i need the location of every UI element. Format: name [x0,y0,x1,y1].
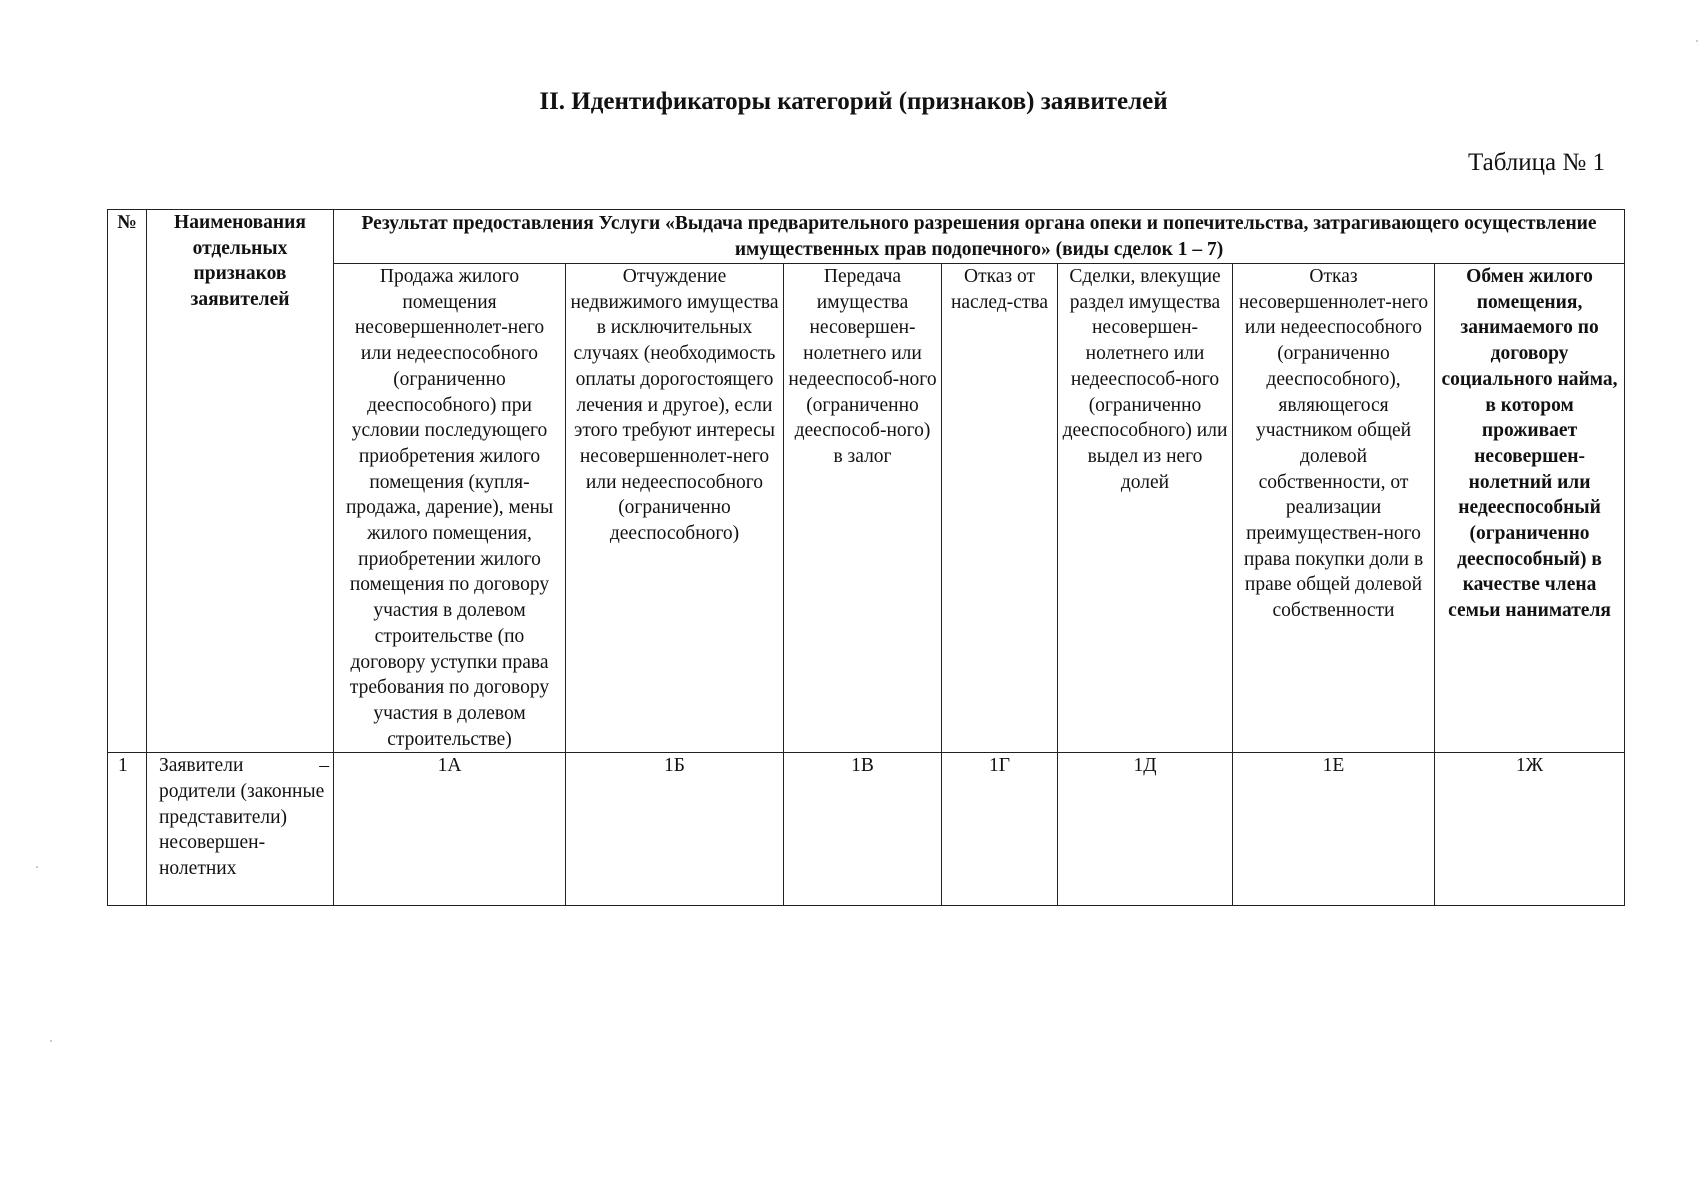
deal-type-3: Передача имущества несовершен-нолетнего или недееспособ-ного (ограниченно дееспособ-ного) в залог [784,264,942,753]
row-applicant-name [147,753,334,906]
code-cell: 1В [784,753,942,906]
deal-type-4: Отказ от наслед-ства [942,264,1058,753]
result-header: Результат предоставления Услуги «Выдача предварительного разрешения органа опеки и попечительства, затрагивающего осуществление имущественных прав подопечного» (виды сделок 1 – 7) [334,210,1625,264]
code-cell: 1Е [1233,753,1435,906]
code-cell: 1А [334,753,566,906]
scan-speck [50,1040,52,1042]
header-row-result [108,210,1625,264]
code-cell: 1Ж [1435,753,1625,906]
code-cell: 1Г [942,753,1058,906]
deal-type-1: Продажа жилого помещения несовершеннолет-него или недееспособного (ограниченно дееспособного) при условии последующего приобретения жилого помещения (купля-продажа, дарение), мены жилого помещения, приобретении жилого помещения по договору участия в долевом строительстве (по договору уступки права требования по договору участия в долевом строительстве) [334,264,566,753]
categories-table [107,209,1625,906]
header-row-deal-types [108,264,1625,753]
applicant-dash: – [319,755,329,777]
deal-type-2: Отчуждение недвижимого имущества в исключительных случаях (необходимость оплаты дорогостоящего лечения и другое), если этого требуют интересы несовершеннолет-него или недееспособного (ограниченно дееспособного) [566,264,784,753]
table-row [108,753,1625,906]
applicant-rest: родители (законные представители) несовершен-нолетних [159,781,325,880]
row-num: 1 [108,753,147,906]
col-num-header: № [108,210,147,753]
deal-type-6: Отказ несовершеннолет-него или недееспособного (ограниченно дееспособного), являющегося участником общей долевой собственности, от реализации преимуществен-ного права покупки доли в праве общей долевой собственности [1233,264,1435,753]
document-title: II. Идентификаторы категорий (признаков) заявителей [539,88,1168,115]
scan-speck [1696,40,1698,42]
deal-type-7: Обмен жилого помещения, занимаемого по договору социального найма, в котором проживает несовершен-нолетний или недееспособный (ограниченно дееспособный) в качестве члена семьи нанимателя [1435,264,1625,753]
applicant-lead: Заявители [159,755,244,777]
code-cell: 1Д [1058,753,1233,906]
code-cell: 1Б [566,753,784,906]
scan-speck [36,866,38,868]
col-name-header: Наименования отдельных признаков заявителей [147,210,334,753]
table-caption: Таблица № 1 [1467,149,1605,176]
deal-type-5: Сделки, влекущие раздел имущества несовершен-нолетнего или недееспособ-ного (ограниченно дееспособного) или выдел из него долей [1058,264,1233,753]
